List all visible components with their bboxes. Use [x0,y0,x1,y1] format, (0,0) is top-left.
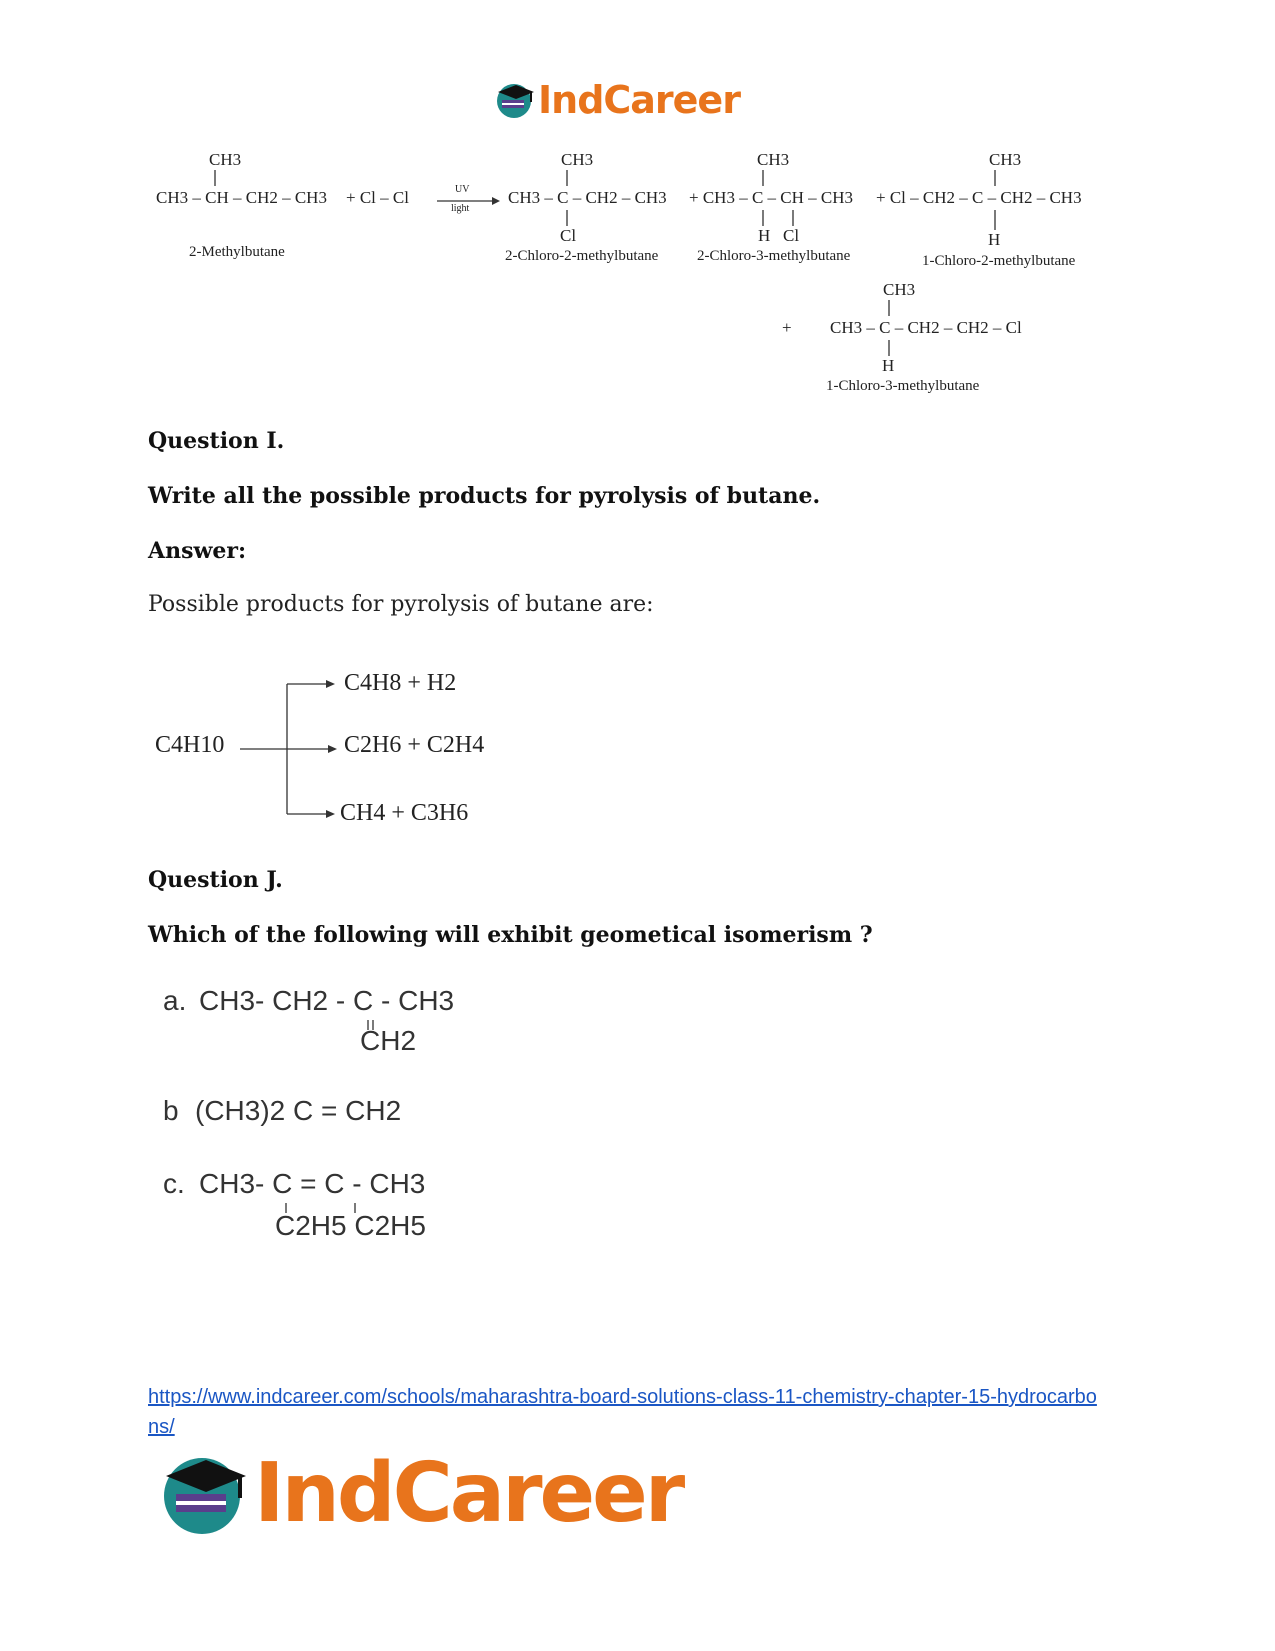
condition-uv: UV [455,184,470,195]
question-j-text: Which of the following will exhibit geometical isomerism ? [148,922,873,948]
product4-bottom: H [882,356,895,375]
reactant-formula: CH3 – CH – CH2 – CH3 [156,188,327,207]
product4-top: CH3 [883,280,916,299]
logo-wordmark: IndCareer [538,78,740,122]
product3-formula: + Cl – CH2 – C – CH2 – CH3 [876,188,1082,207]
reagent-formula: + Cl – Cl [346,188,409,207]
product4-plus: + [782,318,792,337]
product4-name: 1-Chloro-3-methylbutane [826,378,980,394]
product3-top: CH3 [989,150,1022,169]
condition-light: light [451,203,470,214]
option-b-formula: (CH3)2 C = CH2 [195,1095,402,1126]
option-c-letter: c. [163,1168,185,1199]
pyrolysis-product-3: CH4 + C3H6 [340,800,469,826]
option-a-below: CH2 [360,1025,417,1056]
logo-wordmark: IndCareer [254,1446,683,1541]
product1-name: 2-Chloro-2-methylbutane [505,248,659,264]
product3-bottom: H [988,230,1001,249]
pyrolysis-product-1: C4H8 + H2 [344,670,457,696]
answer-i-label: Answer: [148,538,247,564]
question-j-label: Question J. [148,867,283,893]
option-b-letter: b [163,1095,179,1126]
product3-name: 1-Chloro-2-methylbutane [922,253,1076,269]
product2-name: 2-Chloro-3-methylbutane [697,248,851,264]
answer-i-text: Possible products for pyrolysis of butane are: [148,592,654,617]
product1-bottom: Cl [560,226,577,245]
graduation-cap-icon [158,1450,254,1538]
product2-top: CH3 [757,150,790,169]
option-c-below: C2H5 C2H5 [275,1210,426,1241]
pyrolysis-reactant: C4H10 [155,732,225,758]
option-c-formula: CH3- C = C - CH3 [199,1168,426,1199]
reactant-name: 2-Methylbutane [189,244,285,260]
product1-formula: CH3 – C – CH2 – CH3 [508,188,667,207]
reactant-ch3-branch: CH3 [209,150,242,169]
product1-top: CH3 [561,150,594,169]
footer-logo [158,1446,682,1541]
source-link[interactable]: https://www.indcareer.com/schools/maharashtra-board-solutions-class-11-chemistry-chapter-15-hydrocarbons/ [148,1386,1097,1438]
product4-formula: CH3 – C – CH2 – CH2 – Cl [830,318,1022,337]
option-a-formula: CH3- CH2 - C - CH3 [199,985,455,1016]
question-i-label: Question I. [148,428,285,454]
option-a-letter: a. [163,985,187,1016]
question-i-text: Write all the possible products for pyrolysis of butane. [148,483,821,509]
pyrolysis-product-2: C2H6 + C2H4 [344,732,485,758]
product2-formula: + CH3 – C – CH – CH3 [689,188,854,207]
product2-bottom: H Cl [758,226,800,245]
